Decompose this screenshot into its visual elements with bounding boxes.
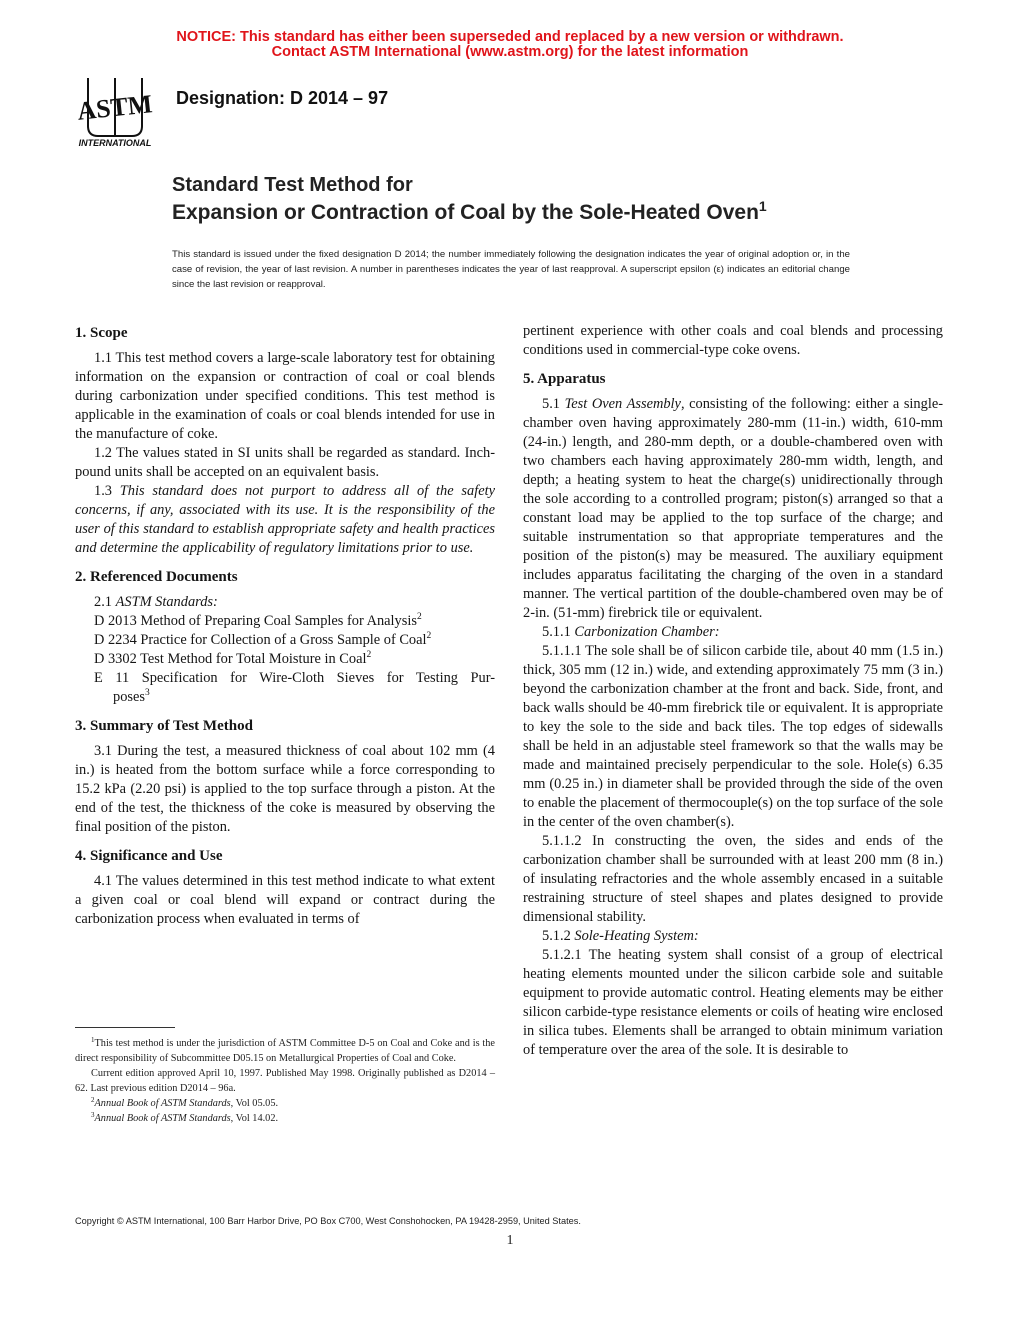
footnote-3 bbox=[75, 1111, 495, 1126]
notice-line-1: NOTICE: This standard has either been superseded and replaced by a new version or withdrawn. bbox=[176, 29, 844, 45]
footnote-3-book: Annual Book of ASTM Standards bbox=[94, 1113, 231, 1124]
reference-item bbox=[75, 612, 495, 631]
apparatus-heading: 5. Apparatus bbox=[523, 371, 606, 387]
referenced-2-1 bbox=[75, 593, 495, 612]
left-column bbox=[75, 322, 495, 929]
referenced-2-1-title: ASTM Standards: bbox=[115, 594, 218, 610]
reference-text: D 2234 Practice for Collection of a Gross Sample of Coal bbox=[94, 632, 427, 648]
apparatus-5-1-2 bbox=[523, 927, 943, 946]
apparatus-5-1-title: Test Oven Assembly bbox=[564, 396, 681, 412]
apparatus-5-1-text: , consisting of the following: either a single-chamber oven having approximately 280-mm (11-in.) width, 610-mm (24-in.) length, and 280-mm depth, or a double-chambered oven with two chambers each having approximately 280-mm width, length, and depth; a heating system to heat the charge(s) unidirectionally through the sole according to a controlled program; piston(s) arranged so that a constant load may be applied to the top surface of the charge; and suitable instrumentation so that appropriate temperatures and the position of the piston(s) may be measured. The auxiliary equipment includes apparatus facilitating the charging of the oven in a standard manner. The vertical partition of the double-chambered oven may be of 2-in. (51-mm) firebrick tile or equivalent. bbox=[523, 396, 944, 621]
reference-text-continued bbox=[94, 688, 495, 707]
page-number: 1 bbox=[506, 1233, 514, 1248]
designation: Designation: D 2014 – 97 bbox=[176, 88, 389, 108]
scope-1-1: 1.1 This test method covers a large-scale laboratory test for obtaining information on the expansion or contraction of coal or coal blends during carbonization under specified conditions. This test method is applicable in the examination of coals or coal blends intended for use in the manufacture of coke. bbox=[75, 350, 495, 442]
copyright: Copyright © ASTM International, 100 Barr Harbor Drive, PO Box C700, West Conshohocken, PA 19428-2959, United States. bbox=[75, 1216, 581, 1226]
significance-4-1: 4.1 The values determined in this test method indicate to what extent a given coal or coal blend will expand or contract during the carbonization process when evaluated in terms of bbox=[75, 873, 495, 927]
apparatus-5-1-1-number: 5.1.1 bbox=[542, 624, 575, 640]
logo-wordmark: ASTM bbox=[75, 89, 154, 126]
referenced-2-1-number: 2.1 bbox=[94, 594, 116, 610]
title-line-1: Standard Test Method for bbox=[172, 174, 413, 196]
footnote-2 bbox=[75, 1096, 495, 1111]
footnote-1-edition: Current edition approved April 10, 1997. Published May 1998. Originally published as D2014 – 62. Last previous edition D2014 – 96a. bbox=[75, 1068, 495, 1094]
logo-caption: INTERNATIONAL bbox=[78, 138, 152, 148]
apparatus-5-1-2-number: 5.1.2 bbox=[542, 928, 575, 944]
reference-footnote-mark: 2 bbox=[416, 612, 422, 622]
apparatus-5-1-1-title: Carbonization Chamber: bbox=[574, 624, 720, 640]
footnote-3-volume: , Vol 14.02. bbox=[230, 1113, 279, 1124]
title-footnote-mark: 1 bbox=[758, 198, 767, 214]
footnote-1-text: This test method is under the jurisdiction of ASTM Committee D-5 on Coal and Coke and is the direct responsibility of Subcommittee D05.15 on Metallurgical Properties of Coal and Coke. bbox=[75, 1038, 495, 1064]
apparatus-5-1-2-1: 5.1.2.1 The heating system shall consist of a group of electrical heating elements mounted under the silicon carbide sole and suitable equipment to provide automatic control. Heating elements may be either silicon carbide-type resistance elements or coils of heating wire enclosed in silica tubes. Elements shall be arranged to obtain minimum variation of temperature over the area of the sole. It is desirable to bbox=[523, 947, 943, 1058]
reference-footnote-mark: 3 bbox=[144, 688, 150, 698]
significance-continued: pertinent experience with other coals and coal blends and processing conditions used in commercial-type coke ovens. bbox=[523, 323, 943, 358]
reference-text: D 2013 Method of Preparing Coal Samples for Analysis bbox=[94, 613, 417, 629]
reference-item bbox=[75, 669, 495, 707]
reference-item bbox=[75, 650, 495, 669]
footnote-2-mark: 2 bbox=[91, 1096, 95, 1104]
title-text: Expansion or Contraction of Coal by the Sole-Heated Oven bbox=[172, 201, 759, 224]
reference-item bbox=[75, 631, 495, 650]
scope-1-3 bbox=[75, 482, 495, 558]
reference-text: E 11 Specification for Wire-Cloth Sieves for Testing Pur- bbox=[94, 670, 495, 686]
apparatus-5-1-1-1: 5.1.1.1 The sole shall be of silicon carbide tile, about 40 mm (1.5 in.) thick, 305 mm (12 in.) wide, and extending approximately 75 mm (3 in.) beyond the carbonization chamber at the front and back. Side, front, and back walls should be 40-mm firebrick tile or equivalent. It is appropriate to key the sole to the side and back tiles. The top edges of sidewalls shall be held in an adjustable steel framework so that the walls may be made and maintained precisely perpendicular to the sole. Hole(s) 6.35 mm (0.25 in.) in diameter shall be provided through the side of the oven to enable the placement of thermocouple(s) on the top surface of the sole in the center of the oven chamber(s). bbox=[523, 643, 943, 830]
reference-text-tail: poses bbox=[113, 689, 145, 705]
apparatus-5-1-1-2: 5.1.1.2 In constructing the oven, the sides and ends of the carbonization chamber shall be surrounded with at least 200 mm (8 in.) of insulating refractories and the whole assembly encased in a suitable restraining structure of steel shapes and plates designed to provide dimensional stability. bbox=[523, 833, 943, 925]
footnote-3-mark: 3 bbox=[91, 1111, 95, 1119]
reference-text: D 3302 Test Method for Total Moisture in Coal bbox=[94, 651, 367, 667]
scope-1-3-number: 1.3 bbox=[94, 483, 120, 499]
title-line-2 bbox=[172, 198, 767, 225]
scope-heading: 1. Scope bbox=[75, 325, 128, 341]
footnote-2-volume: , Vol 05.05. bbox=[230, 1098, 279, 1109]
scope-1-2: 1.2 The values stated in SI units shall be regarded as standard. Inch-pound units shall be accepted on an equivalent basis. bbox=[75, 445, 495, 480]
reference-footnote-mark: 2 bbox=[426, 631, 432, 641]
footnote-rule bbox=[75, 1027, 175, 1028]
footnote-1-mark: 1 bbox=[91, 1036, 95, 1044]
significance-heading: 4. Significance and Use bbox=[75, 848, 223, 864]
notice-line-2: Contact ASTM International (www.astm.org) for the latest information bbox=[271, 44, 749, 60]
footnotes bbox=[75, 1036, 495, 1126]
footnote-1 bbox=[75, 1036, 495, 1066]
issuance-note: This standard is issued under the fixed designation D 2014; the number immediately following the designation indicates the year of original adoption or, in the case of revision, the year of last revision. A number in parentheses indicates the year of last reapproval. A superscript epsilon (ε) indicates an editorial change since the last revision or reapproval. bbox=[172, 249, 850, 290]
apparatus-5-1-2-title: Sole-Heating System: bbox=[574, 928, 699, 944]
summary-heading: 3. Summary of Test Method bbox=[75, 718, 253, 734]
right-column bbox=[523, 322, 943, 1060]
apparatus-5-1 bbox=[523, 395, 943, 623]
apparatus-5-1-number: 5.1 bbox=[542, 396, 565, 412]
apparatus-5-1-1 bbox=[523, 623, 943, 642]
astm-logo bbox=[66, 70, 166, 150]
scope-1-3-text: This standard does not purport to address all of the safety concerns, if any, associated with its use. It is the responsibility of the user of this standard to establish appropriate safety and health practices and determine the applicability of regulatory limitations prior to use. bbox=[75, 483, 495, 556]
summary-3-1: 3.1 During the test, a measured thickness of coal about 102 mm (4 in.) is heated from the bottom surface while a force corresponding to 15.2 kPa (2.20 psi) is applied to the top surface through a piston. At the end of the test, the thickness of the coke is measured by observing the final position of the piston. bbox=[75, 743, 495, 835]
referenced-heading: 2. Referenced Documents bbox=[75, 569, 238, 585]
footnote-2-book: Annual Book of ASTM Standards bbox=[94, 1098, 231, 1109]
reference-footnote-mark: 2 bbox=[366, 650, 372, 660]
